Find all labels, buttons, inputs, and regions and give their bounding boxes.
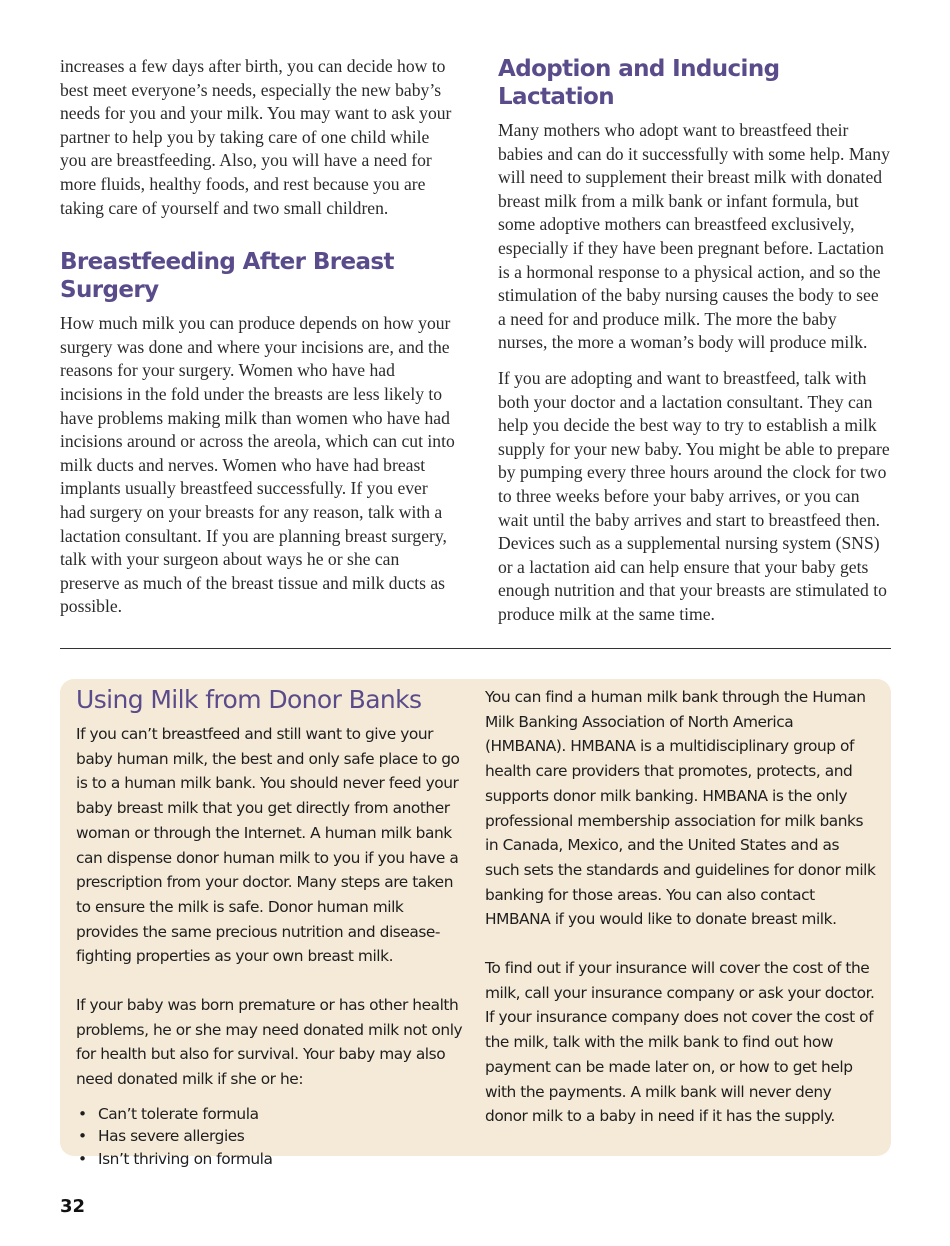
list-item xyxy=(76,1148,468,1171)
list-item-text: Can’t tolerate formula xyxy=(98,1104,259,1123)
donor-right-paragraph-2: To find out if your insurance will cover the cost of the milk, call your insurance company or ask your doctor. If your insurance company does not cover the cost of the milk, talk with the milk bank to find out how payment can be made later on, or how to get help with the payments. A milk bank will never deny donor milk to a baby in need if it has the supply. xyxy=(485,959,875,1126)
donor-box-title: Using Milk from Donor Banks xyxy=(76,685,422,714)
adoption-heading: Adoption and Inducing Lactation xyxy=(498,56,780,110)
donor-milk-sidebar xyxy=(60,679,891,1169)
donor-box-left-column xyxy=(76,685,468,1171)
donor-left-paragraph-2: If your baby was born premature or has other health problems, he or she may need donated milk not only for health but also for survival. Your baby may also need donated milk if she or he: xyxy=(76,996,463,1089)
right-column xyxy=(498,55,890,626)
list-item-text: Has severe allergies xyxy=(98,1127,245,1146)
continued-paragraph: increases a few days after birth, you can decide how to best meet everyone’s needs, especially the new baby’s needs for you and your milk. You may want to ask your partner to help you by taking care of one child while you are breastfeeding. Also, you will have a need for more fluids, healthy foods, and rest because you are taking care of yourself and two small children. xyxy=(60,56,452,218)
adoption-paragraph-2: If you are adopting and want to breastfeed, talk with both your doctor and a lactation consultant. They can help you decide the best way to try to establish a milk supply for your new baby. You might be able to prepare by pumping every three hours around the clock for two to three weeks before your baby arrives, or you can wait until the baby arrives and start to breastfeed then. Devices such as a supplemental nursing system (SNS) or a lactation aid can help ensure that your baby gets enough nutrition and that your breasts are stimulated to produce milk at the same time. xyxy=(498,367,890,624)
donor-left-paragraph-1: If you can’t breastfeed and still want to give your baby human milk, the best and only safe place to go is to a human milk bank. You should never feed your baby breast milk that you get directly from another woman or through the Internet. A human milk bank can dispense donor human milk to you if you have a prescription from your doctor. Many steps are taken to ensure the milk is safe. Donor human milk provides the same precious nutrition and disease-fighting properties as your own breast milk. xyxy=(76,725,460,966)
donor-right-paragraph-1: You can find a human milk bank through the Human Milk Banking Association of North America (HMBANA). HMBANA is a multidisciplinary group of health care providers that promotes, protects, and supports donor milk banking. HMBANA is the only professional membership association for milk banks in Canada, Mexico, and the United States and as such sets the standards and guidelines for donor milk banking for those areas. You can also contact HMBANA if you would like to donate breast milk. xyxy=(485,688,876,929)
surgery-paragraph: How much milk you can produce depends on how your surgery was done and where your incisions are, and the reasons for your surgery. Women who have had incisions in the fold under the breasts are less likely to have problems making milk than women who have had incisions around or across the areola, which can cut into milk ducts and nerves. Women who have had breast implants usually breastfeed successfully. If you ever had surgery on your breasts for any reason, talk with a lactation consultant. If you are planning breast surgery, talk with your surgeon about ways he or she can preserve as much of the breast tissue and milk ducts as possible. xyxy=(60,313,455,617)
donor-box-right-column xyxy=(485,685,877,1129)
bullet-icon: • xyxy=(78,1104,87,1123)
bullet-icon: • xyxy=(78,1127,87,1146)
donor-reasons-list xyxy=(76,1103,468,1171)
adoption-paragraph-1: Many mothers who adopt want to breastfeed their babies and can do it successfully with some help. Many will need to supplement their breast milk with donated breast milk from a milk bank or infant formula, but some adoptive mothers can breastfeed exclusively, especially if they have been pregnant before. Lactation is a hormonal response to a physical action, and so the stimulation of the baby nursing causes the body to see a need for and produce milk. The more the baby nurses, the more a woman’s body will produce milk. xyxy=(498,120,890,353)
list-item xyxy=(76,1103,468,1126)
page-number: 32 xyxy=(60,1196,86,1217)
list-item xyxy=(76,1125,468,1148)
surgery-heading: Breastfeeding After Breast Surgery xyxy=(60,249,394,304)
bullet-icon: • xyxy=(78,1150,87,1169)
list-item-text: Isn’t thriving on formula xyxy=(98,1150,273,1169)
section-divider xyxy=(60,648,891,649)
left-column xyxy=(60,55,455,619)
